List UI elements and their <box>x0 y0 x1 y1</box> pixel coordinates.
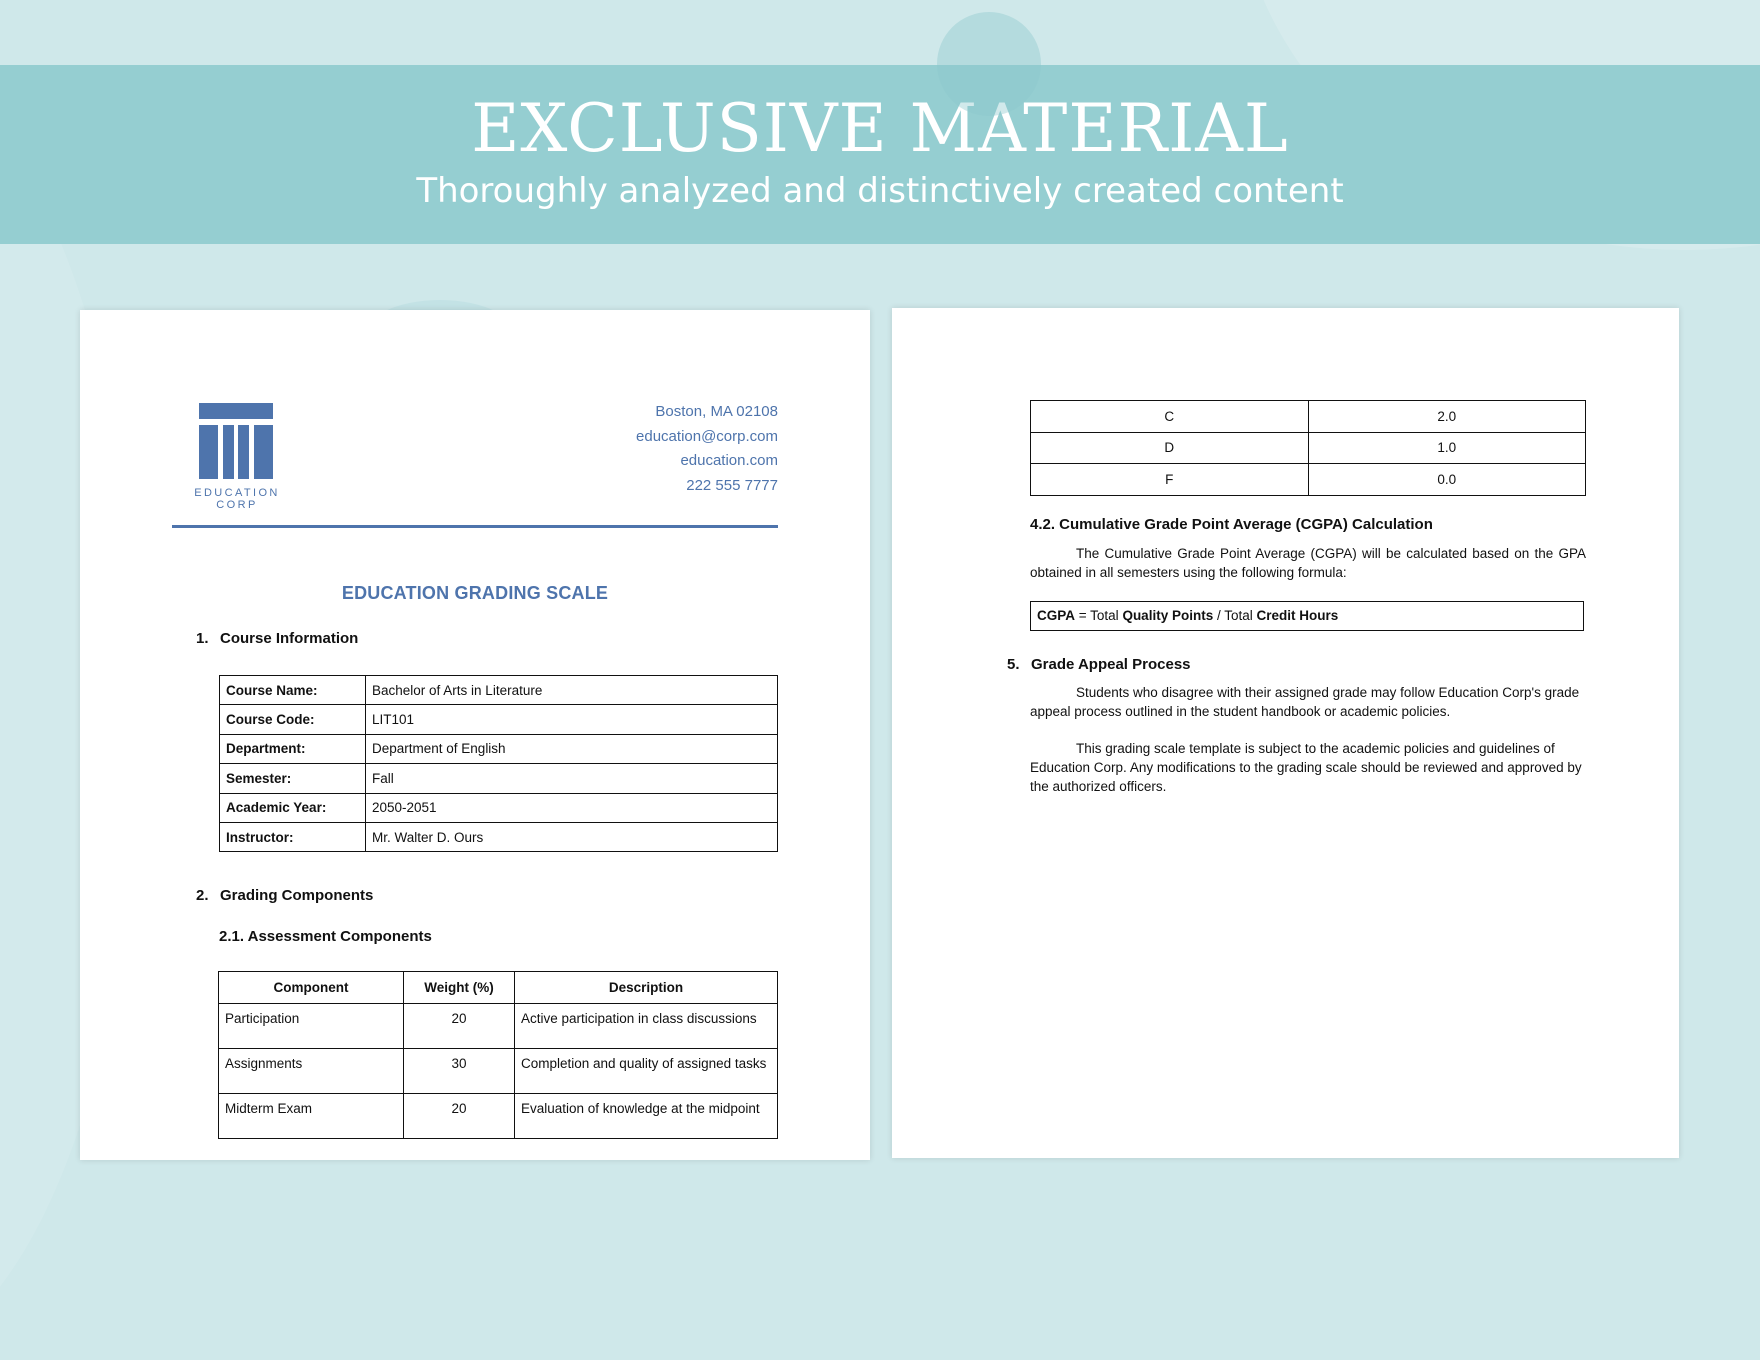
table-key: Academic Year: <box>220 793 366 822</box>
table-cell: Midterm Exam <box>219 1094 404 1139</box>
cgpa-formula <box>1030 601 1584 631</box>
formula-text: / Total <box>1213 608 1257 623</box>
assessment-components-table <box>218 971 778 1139</box>
table-cell: F <box>1031 464 1309 496</box>
table-row <box>1031 432 1586 464</box>
table-cell: Participation <box>219 1004 404 1049</box>
table-value: Mr. Walter D. Ours <box>366 822 778 851</box>
table-key: Department: <box>220 734 366 763</box>
logo-mark <box>199 403 273 419</box>
formula-denominator: Credit Hours <box>1256 608 1339 623</box>
table-row <box>220 793 778 822</box>
table-row <box>220 734 778 763</box>
table-row <box>219 1094 778 1139</box>
document-title: EDUCATION GRADING SCALE <box>341 583 609 603</box>
paragraph-text: Students who disagree with their assigned grade may follow Education Corp's grade appeal process outlined in the student handbook or academic policies. <box>1030 685 1580 719</box>
appeal-paragraph <box>1030 683 1586 721</box>
formula-lhs: CGPA <box>1037 608 1076 623</box>
table-cell: Evaluation of knowledge at the midpoint <box>515 1094 778 1139</box>
table-value: 2050-2051 <box>366 793 778 822</box>
paragraph-text: This grading scale template is subject to the academic policies and guidelines of Education Corp. Any modifications to the grading scale should be reviewed and approved by the authorized officers. <box>1030 741 1582 794</box>
table-cell: 0.0 <box>1308 464 1586 496</box>
table-value: Bachelor of Arts in Literature <box>366 676 778 705</box>
logo-column <box>223 425 234 479</box>
contact-phone: 222 555 7777 <box>686 476 778 494</box>
column-header: Component <box>219 972 404 1004</box>
document-page-2 <box>892 308 1679 1158</box>
logo-column <box>238 425 249 479</box>
table-cell: Completion and quality of assigned tasks <box>515 1049 778 1094</box>
table-key: Course Name: <box>220 676 366 705</box>
section-heading-grade-appeal <box>1007 656 1191 673</box>
table-value: Department of English <box>366 734 778 763</box>
table-row <box>220 764 778 793</box>
contact-email: education@corp.com <box>636 427 778 445</box>
formula-numerator: Quality Points <box>1122 608 1214 623</box>
subsection-heading-cgpa: 4.2. Cumulative Grade Point Average (CGPA) Calculation <box>1030 516 1433 533</box>
table-row <box>219 1004 778 1049</box>
paragraph-text: The Cumulative Grade Point Average (CGPA) will be calculated based on the GPA obtained in all semesters using the following formula: <box>1030 546 1586 580</box>
table-row <box>220 705 778 734</box>
formula-text: = Total <box>1075 608 1123 623</box>
table-cell: 20 <box>404 1094 515 1139</box>
background-circle <box>937 12 1041 116</box>
section-number: 1. <box>196 630 209 647</box>
column-header: Weight (%) <box>404 972 515 1004</box>
section-heading-grading-components <box>196 887 373 904</box>
section-title: Course Information <box>220 630 359 647</box>
table-cell: D <box>1031 432 1309 464</box>
column-header: Description <box>515 972 778 1004</box>
section-title: Grading Components <box>220 887 374 904</box>
table-row <box>1031 401 1586 433</box>
table-row <box>220 676 778 705</box>
contact-address: Boston, MA 02108 <box>655 403 778 420</box>
logo-column <box>254 425 273 479</box>
table-cell: 1.0 <box>1308 432 1586 464</box>
logo-text: EDUCATION CORP <box>194 487 280 511</box>
cgpa-paragraph <box>1030 544 1586 582</box>
section-number: 5. <box>1007 656 1020 673</box>
course-info-table <box>219 675 778 852</box>
table-row <box>219 1049 778 1094</box>
promo-banner <box>0 65 1760 244</box>
section-heading-course-info <box>196 630 358 647</box>
banner-title: EXCLUSIVE MATERIAL <box>471 90 1289 167</box>
subsection-heading-assessment: 2.1. Assessment Components <box>219 928 432 945</box>
contact-website: education.com <box>680 452 778 469</box>
table-cell: 20 <box>404 1004 515 1049</box>
table-value: Fall <box>366 764 778 793</box>
document-page-1 <box>80 310 870 1160</box>
table-header-row <box>219 972 778 1004</box>
policy-paragraph <box>1030 739 1586 796</box>
header-divider <box>172 525 778 528</box>
table-row <box>220 822 778 851</box>
banner-subtitle: Thoroughly analyzed and distinctively created content <box>416 171 1344 211</box>
section-title: Grade Appeal Process <box>1031 656 1191 673</box>
table-value: LIT101 <box>366 705 778 734</box>
table-cell: Assignments <box>219 1049 404 1094</box>
logo-column <box>199 425 218 479</box>
grade-points-table <box>1030 400 1586 496</box>
table-cell: 2.0 <box>1308 401 1586 433</box>
section-number: 2. <box>196 887 209 904</box>
table-key: Semester: <box>220 764 366 793</box>
table-key: Course Code: <box>220 705 366 734</box>
table-cell: Active participation in class discussions <box>515 1004 778 1049</box>
table-cell: 30 <box>404 1049 515 1094</box>
contact-block <box>636 400 778 498</box>
table-key: Instructor: <box>220 822 366 851</box>
table-cell: C <box>1031 401 1309 433</box>
table-row <box>1031 464 1586 496</box>
